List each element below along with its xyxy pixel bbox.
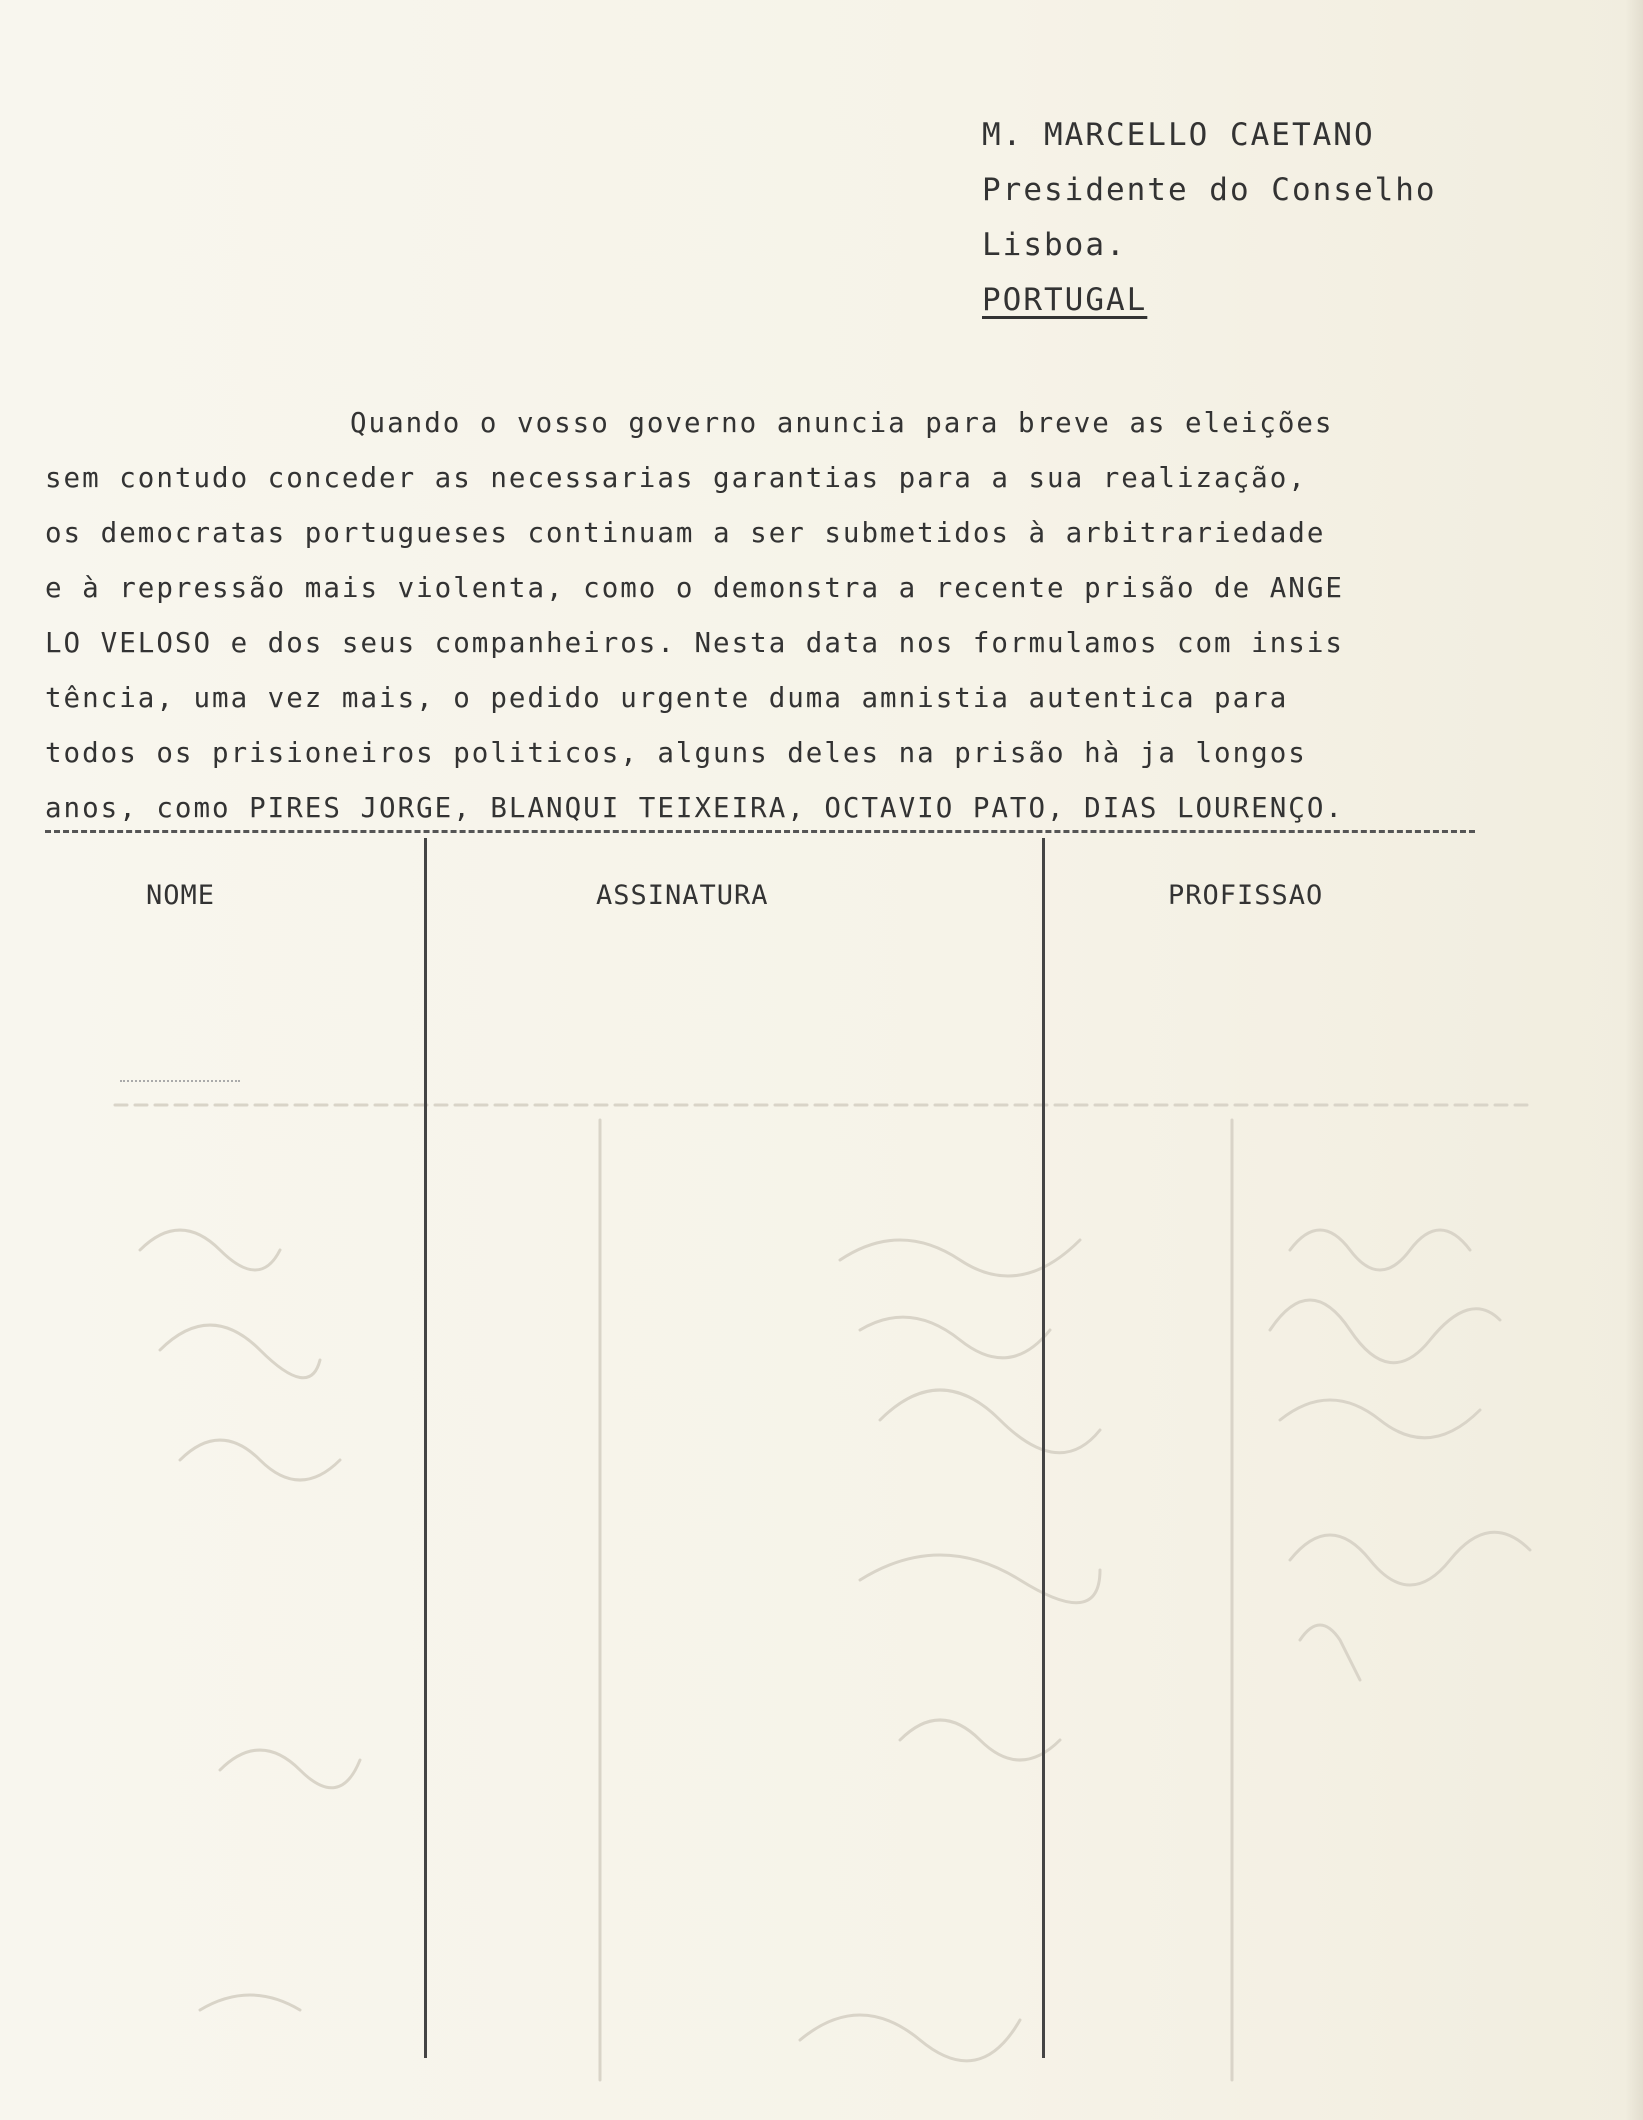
body-line: tência, uma vez mais, o pedido urgente duma amnistia autentica para [45, 682, 1289, 714]
body-line: todos os prisioneiros politicos, alguns deles na prisão hà ja longos [45, 737, 1307, 769]
table-top-rule [45, 830, 1475, 833]
paper-edge [1625, 0, 1643, 2120]
header-name: NOME [146, 880, 216, 911]
body-line: Quando o vosso governo anuncia para breve as eleições [350, 407, 1334, 439]
header-signature: ASSINATURA [596, 880, 769, 911]
column-divider-right [1042, 838, 1045, 2058]
letter-body [45, 396, 1485, 836]
recipient-country: PORTUGAL [982, 282, 1148, 318]
recipient-title: Presidente do Conselho [982, 172, 1437, 208]
body-line: LO VELOSO e dos seus companheiros. Nesta data nos formulamos com insis [45, 627, 1344, 659]
recipient-name: M. MARCELLO CAETANO [982, 117, 1375, 153]
body-line: anos, como PIRES JORGE, BLANQUI TEIXEIRA, OCTAVIO PATO, DIAS LOURENÇO. [45, 792, 1344, 824]
recipient-city: Lisboa. [982, 227, 1127, 263]
body-line: os democratas portugueses continuam a ser submetidos à arbitrariedade [45, 517, 1326, 549]
name-entry-line [120, 1080, 240, 1082]
body-line: sem contudo conceder as necessarias garantias para a sua realização, [45, 462, 1307, 494]
header-profession: PROFISSAO [1168, 880, 1324, 911]
body-line: e à repressão mais violenta, como o demonstra a recente prisão de ANGE [45, 572, 1344, 604]
column-divider-left [424, 838, 427, 2058]
recipient-address [982, 108, 1437, 328]
